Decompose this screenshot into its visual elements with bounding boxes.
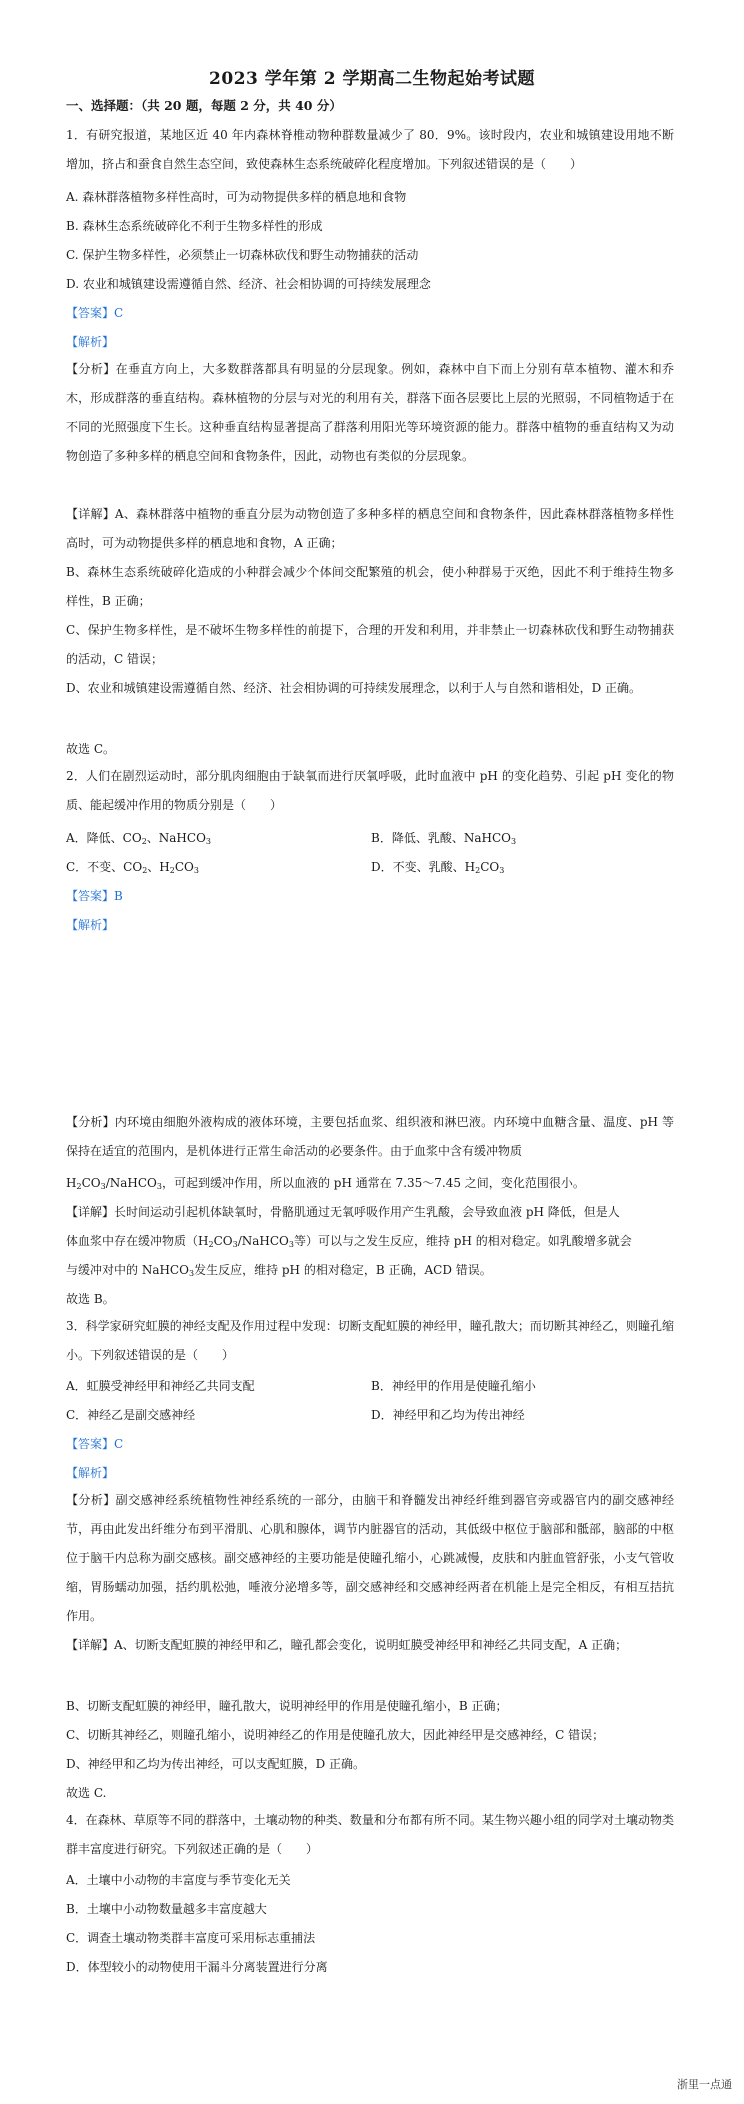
q1-option-b: B. 森林生态系统破碎化不利于生物多样性的形成 [66,219,323,233]
q3-option-c: C．神经乙是副交感神经 [66,1408,196,1422]
q3-detail-c: C、切断其神经乙，则瞳孔缩小，说明神经乙的作用是使瞳孔放大，因此神经甲是交感神经，C 错误； [66,1728,605,1742]
q1-answer: 【答案】C [66,306,124,320]
q2-option-c: C．不变、$CO_2$、$H_2CO_3$ [66,860,199,875]
q1-detail-d: D、农业和城镇建设需遵循自然、经济、社会相协调的可持续发展理念，以利于人与自然和谐相处，D 正确。 [66,681,642,695]
q1-detail-b: B、森林生态系统破碎化造成的小种群会减少个体间交配繁殖的机会，使小种群易于灭绝，因此不利于维持生物多样性，B 正确； [66,565,674,608]
q3-stem: 3．科学家研究虹膜的神经支配及作用过程中发现：切断支配虹膜的神经甲，瞳孔散大；而切断其神经乙，则瞳孔缩小。下列叙述错误的是（ ） [66,1319,674,1362]
q1-detail-a: 【详解】A、森林群落中植物的垂直分层为动物创造了多种多样的栖息空间和食物条件，因此森林群落植物多样性高时，可为动物提供多样的栖息地和食物，A 正确； [66,507,674,550]
q2-detail-1: 【详解】长时间运动引起机体缺氧时，骨骼肌通过无氧呼吸作用产生乳酸，会导致血液 pH 降低，但是人 [66,1205,620,1219]
q3-analysis-label: 【解析】 [66,1466,115,1480]
q4-option-b: B．土壤中小动物数量越多丰富度越大 [66,1902,267,1916]
q4-stem: 4．在森林、草原等不同的群落中，土壤动物的种类、数量和分布都有所不同。某生物兴趣小组的同学对土壤动物类群丰富度进行研究。下列叙述正确的是（ ） [66,1813,674,1856]
q2-detail-3: 与缓冲对中的 NaHCO$_3$发生反应，维持 pH 的相对稳定，B 正确，ACD 错误。 [66,1263,492,1278]
q3-detail-d: D、神经甲和乙均为传出神经，可以支配虹膜，D 正确。 [66,1757,366,1771]
q2-analysis-cont: $H_2CO_3/NaHCO_3$，可起到缓冲作用，所以血液的 pH 通常在 7.35～7.45 之间，变化范围很小。 [66,1176,585,1191]
q2-detail-2: 体血浆中存在缓冲物质（$H_2CO_3/NaHCO_3$等）可以与之发生反应，维持 pH 的相对稳定。如乳酸增多就会 [66,1234,632,1249]
q2-answer: 【答案】B [66,889,123,903]
q3-analysis: 【分析】副交感神经系统植物性神经系统的一部分，由脑干和脊髓发出神经纤维到器官旁或器官内的副交感神经节，再由此发出纤维分布到平滑肌、心肌和腺体，调节内脏器官的活动，其低级中枢位于脑部和骶部，脑部的中枢位于脑干内总称为副交感核。副交感神经的主要功能是使瞳孔缩小，心跳减慢，皮肤和内脏血管舒张，小支气管收缩，胃肠蠕动加强，括约肌松弛，唾液分泌增多等，副交感神经和交感神经两者在机能上是完全相反，有相互拮抗作用。 [66,1493,674,1623]
q1-conclusion: 故选 C。 [66,742,115,756]
q1-option-a: A. 森林群落植物多样性高时，可为动物提供多样的栖息地和食物 [66,190,407,204]
q4-option-d: D．体型较小的动物使用干漏斗分离装置进行分离 [66,1960,328,1974]
q1-option-d: D. 农业和城镇建设需遵循自然、经济、社会相协调的可持续发展理念 [66,277,431,291]
q3-option-d: D．神经甲和乙均为传出神经 [371,1408,525,1422]
q3-option-a: A．虹膜受神经甲和神经乙共同支配 [66,1379,255,1393]
q1-analysis-label: 【解析】 [66,335,115,349]
q2-conclusion: 故选 B。 [66,1292,115,1306]
section-heading: 一、选择题：（共 20 题，每题 2 分，共 40 分） [66,98,342,113]
q1-option-c: C. 保护生物多样性，必须禁止一切森林砍伐和野生动物捕获的活动 [66,248,419,262]
q3-answer: 【答案】C [66,1437,124,1451]
q2-option-d: D．不变、乳酸、$H_2CO_3$ [371,860,505,875]
q2-option-a: A．降低、$CO_2$、NaHCO$_3$ [66,831,212,846]
q3-detail-a: 【详解】A、切断支配虹膜的神经甲和乙，瞳孔都会变化，说明虹膜受神经甲和神经乙共同支配，A 正确； [66,1638,628,1652]
q2-option-b: B．降低、乳酸、NaHCO$_3$ [371,831,517,846]
q2-analysis: 【分析】内环境由细胞外液构成的液体环境，主要包括血浆、组织液和淋巴液。内环境中血糖含量、温度、pH 等保持在适宜的范围内，是机体进行正常生命活动的必要条件。由于血浆中含有缓冲物质 [66,1115,674,1158]
q3-option-b: B．神经甲的作用是使瞳孔缩小 [371,1379,536,1393]
q2-analysis-label: 【解析】 [66,918,115,932]
q3-conclusion: 故选 C. [66,1786,107,1800]
exam-title: 2023 学年第 2 学期高二生物起始考试题 [209,69,535,89]
q1-analysis: 【分析】在垂直方向上，大多数群落都具有明显的分层现象。例如，森林中自下而上分别有草本植物、灌木和乔木，形成群落的垂直结构。森林植物的分层与对光的利用有关，群落下面各层要比上层的光照弱，不同植物适于在不同的光照强度下生长。这种垂直结构显著提高了群落利用阳光等环境资源的能力。群落中植物的垂直结构又为动物创造了多种多样的栖息空间和食物条件，因此，动物也有类似的分层现象。 [66,362,674,463]
q4-option-c: C．调查土壤动物类群丰富度可采用标志重捕法 [66,1931,316,1945]
q1-detail-c: C、保护生物多样性，是不破坏生物多样性的前提下，合理的开发和利用，并非禁止一切森林砍伐和野生动物捕获的活动，C 错误； [66,623,674,666]
q2-stem: 2．人们在剧烈运动时，部分肌肉细胞由于缺氧而进行厌氧呼吸，此时血液中 pH 的变化趋势、引起 pH 变化的物质、能起缓冲作用的物质分别是（ ） [66,769,674,812]
q3-detail-b: B、切断支配虹膜的神经甲，瞳孔散大，说明神经甲的作用是使瞳孔缩小，B 正确； [66,1699,508,1713]
footer-watermark: 浙里一点通 [677,2078,732,2091]
q1-stem: 1．有研究报道，某地区近 40 年内森林脊椎动物种群数量减少了 80．9%。该时段内，农业和城镇建设用地不断增加，挤占和蚕食自然生态空间，致使森林生态系统破碎化程度增加。下列叙述错误的是（ ） [66,128,674,171]
q4-option-a: A．土壤中小动物的丰富度与季节变化无关 [66,1873,291,1887]
